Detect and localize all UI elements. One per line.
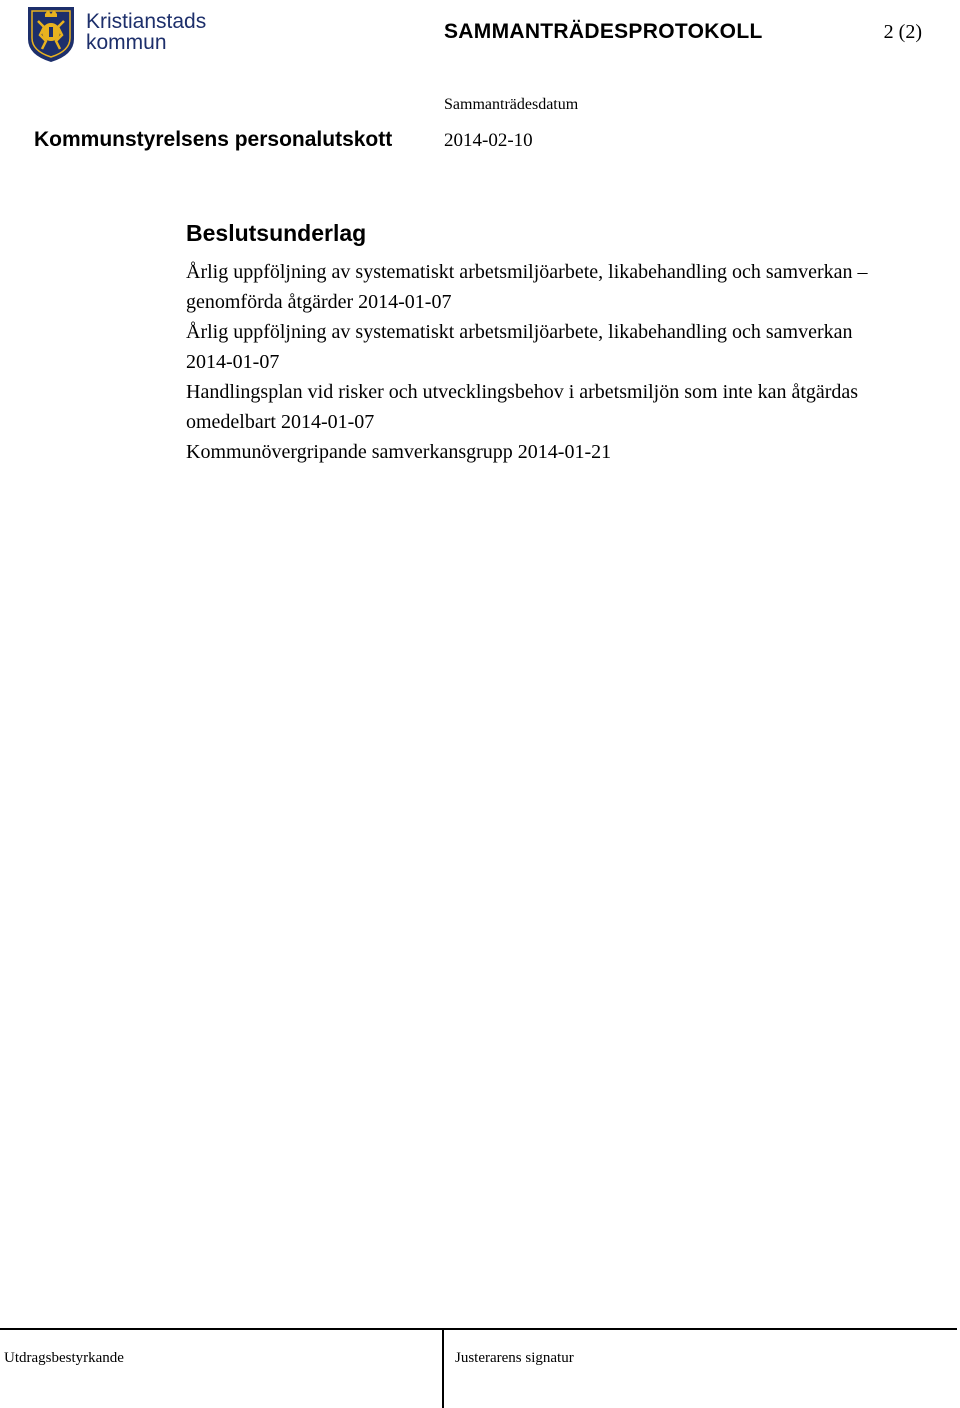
- logo-line-2: kommun: [86, 31, 167, 54]
- extract-certification-label: Utdragsbestyrkande: [4, 1350, 124, 1366]
- logo-line-1: Kristianstads: [86, 10, 207, 33]
- list-item: Kommunövergripande samverkansgrupp 2014-01-21: [186, 441, 612, 463]
- meeting-date-value: 2014-02-10: [444, 130, 533, 151]
- decision-basis-list: [186, 257, 886, 467]
- list-item: Årlig uppföljning av systematiskt arbetsmiljöarbete, likabehandling och samverkan 2014-01-07: [186, 321, 853, 373]
- municipality-logo: [26, 5, 226, 65]
- coat-of-arms-icon: [26, 5, 76, 63]
- meeting-date-label: Sammanträdesdatum: [444, 96, 579, 113]
- footer-divider-vertical: [442, 1328, 444, 1408]
- footer-divider-horizontal: [0, 1328, 957, 1330]
- committee-name: Kommunstyrelsens personalutskott: [34, 128, 393, 151]
- adjuster-signature-label: Justerarens signatur: [455, 1350, 574, 1366]
- page-number: 2 (2): [883, 21, 922, 43]
- section-heading: Beslutsunderlag: [186, 220, 367, 246]
- list-item: Handlingsplan vid risker och utvecklingsbehov i arbetsmiljön som inte kan åtgärdas omedelbart 2014-01-07: [186, 381, 859, 433]
- logo-wordmark: [86, 11, 206, 53]
- document-title: SAMMANTRÄDESPROTOKOLL: [444, 20, 763, 43]
- list-item: Årlig uppföljning av systematiskt arbetsmiljöarbete, likabehandling och samverkan – genomförda åtgärder 2014-01-07: [186, 261, 868, 313]
